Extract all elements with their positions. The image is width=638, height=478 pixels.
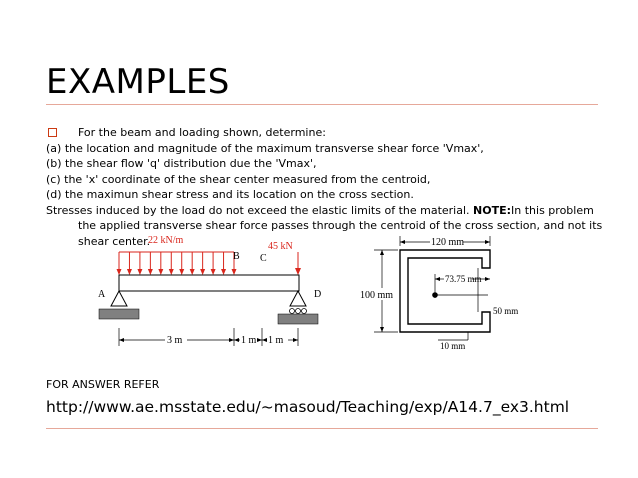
slide-title: EXAMPLES xyxy=(46,62,230,102)
bottom-rule xyxy=(46,428,598,429)
answer-link[interactable]: http://www.ae.msstate.edu/~masoud/Teaching/exp/A14.7_ex3.html xyxy=(46,398,570,416)
answer-refer-label: FOR ANSWER REFER xyxy=(46,378,160,391)
distributed-load-arrows xyxy=(117,252,237,275)
dim-thickness: 10 mm xyxy=(440,341,466,351)
note-continued: the applied transverse shear force passes through the centroid of the cross section, and not its xyxy=(78,219,603,232)
load-arrowhead xyxy=(221,269,226,275)
thickness-dimension xyxy=(438,332,468,340)
load-arrowhead xyxy=(169,269,174,275)
cross-section-diagram xyxy=(360,234,540,352)
channel-section xyxy=(400,250,490,332)
dim-height: 100 mm xyxy=(360,290,394,301)
square-bullet-icon xyxy=(48,128,57,137)
label-c: C xyxy=(260,253,267,264)
load-arrowhead xyxy=(148,269,153,275)
dim-3m: 3 m xyxy=(167,335,183,346)
problem-text xyxy=(46,125,616,249)
note-label: NOTE: xyxy=(473,203,512,217)
bullet-item xyxy=(46,125,616,141)
roller-support-d xyxy=(278,291,318,324)
note-end: shear center. xyxy=(78,234,151,248)
load-arrowhead xyxy=(179,269,184,275)
dim-1m-first: 1 m xyxy=(241,335,257,346)
load-arrowhead xyxy=(211,269,216,275)
centroid-dot xyxy=(432,292,438,298)
beam-diagram xyxy=(92,232,342,352)
load-arrowhead xyxy=(117,269,122,275)
load-arrowhead xyxy=(158,269,163,275)
load-arrowhead xyxy=(127,269,132,275)
load-arrowhead xyxy=(232,269,237,275)
dim-1m-second: 1 m xyxy=(268,335,284,346)
dim-lip: 50 mm xyxy=(493,306,519,316)
dim-shear-center: 73.75 mm xyxy=(445,274,482,284)
load-arrowhead xyxy=(200,269,205,275)
label-d: D xyxy=(314,289,322,300)
question-c: (c) the 'x' coordinate of the shear center measured from the centroid, xyxy=(46,172,431,186)
label-b: B xyxy=(233,251,240,262)
load-arrowhead xyxy=(190,269,195,275)
beam-body xyxy=(119,275,299,291)
point-load-arrow xyxy=(295,252,301,275)
bullet-text: For the beam and loading shown, determine: xyxy=(78,126,326,139)
point-load-label: 45 kN xyxy=(268,241,293,252)
load-arrowhead xyxy=(137,269,142,275)
distributed-load-label: 22 kN/m xyxy=(148,235,184,246)
question-d: (d) the maximun shear stress and its location on the cross section. xyxy=(46,188,414,201)
stress-note: Stresses induced by the load do not exceed the elastic limits of the material. NOTE:In this problem xyxy=(46,203,594,217)
label-a: A xyxy=(98,289,106,300)
dim-width: 120 mm xyxy=(431,237,465,248)
question-a: (a) the location and magnitude of the maximum transverse shear force 'Vmax', xyxy=(46,141,484,155)
question-b: (b) the shear flow 'q' distribution due the 'Vmax', xyxy=(46,157,317,170)
top-rule xyxy=(46,104,598,105)
